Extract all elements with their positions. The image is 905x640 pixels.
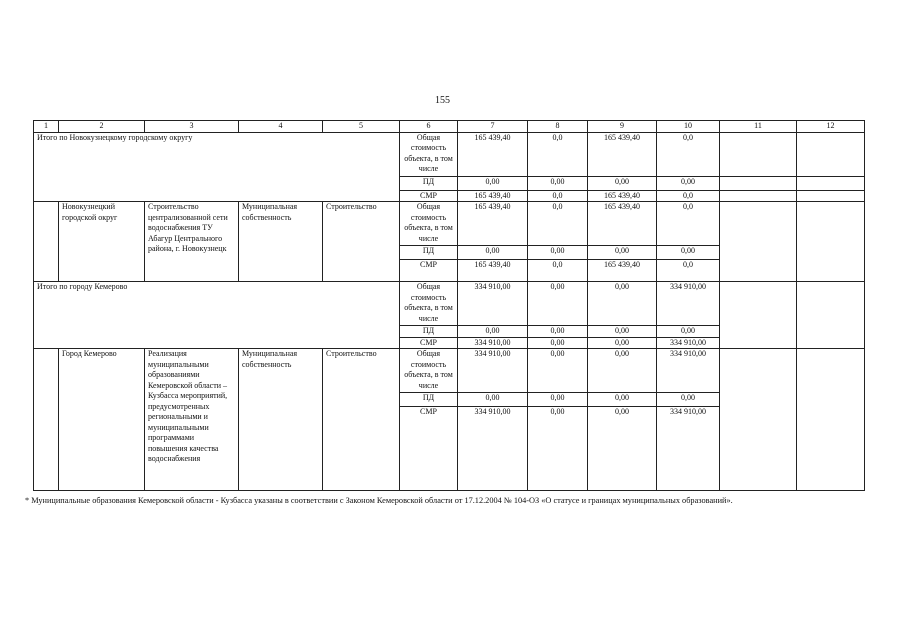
empty-cell (720, 132, 797, 176)
row-label: СМР (400, 407, 458, 491)
value-cell: 0,00 (657, 176, 720, 190)
value-cell: 334 910,00 (458, 337, 528, 349)
value-cell: 0,0 (657, 202, 720, 246)
value-cell: 334 910,00 (657, 349, 720, 393)
table-row (34, 202, 865, 246)
value-cell: 0,0 (657, 190, 720, 202)
col-header-6: 6 (400, 121, 458, 133)
value-cell: 334 910,00 (657, 282, 720, 326)
value-cell: 0,0 (657, 132, 720, 176)
budget-table (33, 120, 865, 491)
value-cell: 0,00 (458, 176, 528, 190)
col-header-5: 5 (323, 121, 400, 133)
table-row (34, 132, 865, 176)
empty-cell (797, 282, 865, 349)
value-cell: 165 439,40 (458, 190, 528, 202)
row-label: ПД (400, 246, 458, 260)
empty-cell (34, 202, 59, 282)
value-cell: 0,0 (528, 202, 588, 246)
value-cell: 165 439,40 (458, 260, 528, 282)
empty-cell (797, 202, 865, 282)
value-cell: 0,00 (458, 246, 528, 260)
col-header-3: 3 (145, 121, 239, 133)
value-cell: 0,00 (458, 326, 528, 338)
value-cell: 334 910,00 (657, 407, 720, 491)
empty-cell (720, 202, 797, 282)
value-cell: 0,00 (528, 407, 588, 491)
empty-cell (720, 176, 797, 190)
row-label: ПД (400, 176, 458, 190)
work-type-cell: Строительство (323, 349, 400, 491)
value-cell: 0,00 (588, 393, 657, 407)
value-cell: 0,00 (588, 349, 657, 393)
col-header-4: 4 (239, 121, 323, 133)
table-row (34, 349, 865, 393)
value-cell: 334 910,00 (458, 282, 528, 326)
empty-cell (720, 190, 797, 202)
table-row (34, 282, 865, 326)
col-header-7: 7 (458, 121, 528, 133)
object-cell: Строительство централизованной сети водоснабжения ТУ Абагур Центрального района, г. Новокузнецк (145, 202, 239, 282)
empty-cell (797, 349, 865, 491)
value-cell: 0,00 (657, 326, 720, 338)
row-label: СМР (400, 260, 458, 282)
col-header-8: 8 (528, 121, 588, 133)
value-cell: 0,00 (528, 337, 588, 349)
row-label: СМР (400, 337, 458, 349)
row-label: ПД (400, 393, 458, 407)
value-cell: 0,00 (657, 246, 720, 260)
ownership-cell: Муниципальная собственность (239, 349, 323, 491)
value-cell: 0,00 (528, 176, 588, 190)
municipality-cell: Новокузнецкий городской округ (59, 202, 145, 282)
value-cell: 0,00 (588, 407, 657, 491)
value-cell: 0,0 (528, 190, 588, 202)
value-cell: 0,00 (588, 246, 657, 260)
value-cell: 0,00 (588, 326, 657, 338)
value-cell: 334 910,00 (657, 337, 720, 349)
value-cell: 0,00 (528, 282, 588, 326)
value-cell: 0,0 (528, 260, 588, 282)
col-header-11: 11 (720, 121, 797, 133)
value-cell: 0,00 (528, 326, 588, 338)
empty-cell (720, 282, 797, 349)
empty-cell (34, 349, 59, 491)
value-cell: 165 439,40 (588, 260, 657, 282)
empty-cell (720, 349, 797, 491)
value-cell: 0,0 (657, 260, 720, 282)
col-header-2: 2 (59, 121, 145, 133)
col-header-9: 9 (588, 121, 657, 133)
col-header-12: 12 (797, 121, 865, 133)
value-cell: 0,00 (528, 393, 588, 407)
col-header-10: 10 (657, 121, 720, 133)
column-number-row (34, 121, 865, 133)
value-cell: 0,00 (458, 393, 528, 407)
row-label: Общая стоимость объекта, в том числе (400, 282, 458, 326)
value-cell: 0,00 (588, 337, 657, 349)
row-label: Общая стоимость объекта, в том числе (400, 349, 458, 393)
empty-cell (797, 132, 865, 176)
footnote: * Муниципальные образования Кемеровской области - Кузбасса указаны в соответствии с Законом Кемеровской области от 17.12.2004 № 104-ОЗ «О статусе и границах муниципальных образований». (25, 496, 733, 505)
row-label: СМР (400, 190, 458, 202)
value-cell: 165 439,40 (588, 202, 657, 246)
empty-cell (797, 176, 865, 190)
empty-cell (797, 190, 865, 202)
municipality-cell: Город Кемерово (59, 349, 145, 491)
value-cell: 334 910,00 (458, 349, 528, 393)
value-cell: 165 439,40 (458, 132, 528, 176)
value-cell: 334 910,00 (458, 407, 528, 491)
total-label-kemerovo: Итого по городу Кемерово (34, 282, 400, 349)
object-cell: Реализация муниципальными образованиями Кемеровской области – Кузбасса мероприятий, предусмотренных региональными и муниципальными программами повышения качества водоснабжения (145, 349, 239, 491)
row-label: Общая стоимость объекта, в том числе (400, 132, 458, 176)
total-label-novokuznetsk: Итого по Новокузнецкому городскому округу (34, 132, 400, 202)
value-cell: 0,00 (588, 176, 657, 190)
value-cell: 165 439,40 (458, 202, 528, 246)
value-cell: 0,0 (528, 132, 588, 176)
row-label: ПД (400, 326, 458, 338)
value-cell: 0,00 (528, 349, 588, 393)
row-label: Общая стоимость объекта, в том числе (400, 202, 458, 246)
value-cell: 0,00 (657, 393, 720, 407)
page-number: 155 (435, 95, 450, 106)
value-cell: 0,00 (588, 282, 657, 326)
value-cell: 165 439,40 (588, 190, 657, 202)
value-cell: 0,00 (528, 246, 588, 260)
ownership-cell: Муниципальная собственность (239, 202, 323, 282)
work-type-cell: Строительство (323, 202, 400, 282)
value-cell: 165 439,40 (588, 132, 657, 176)
col-header-1: 1 (34, 121, 59, 133)
